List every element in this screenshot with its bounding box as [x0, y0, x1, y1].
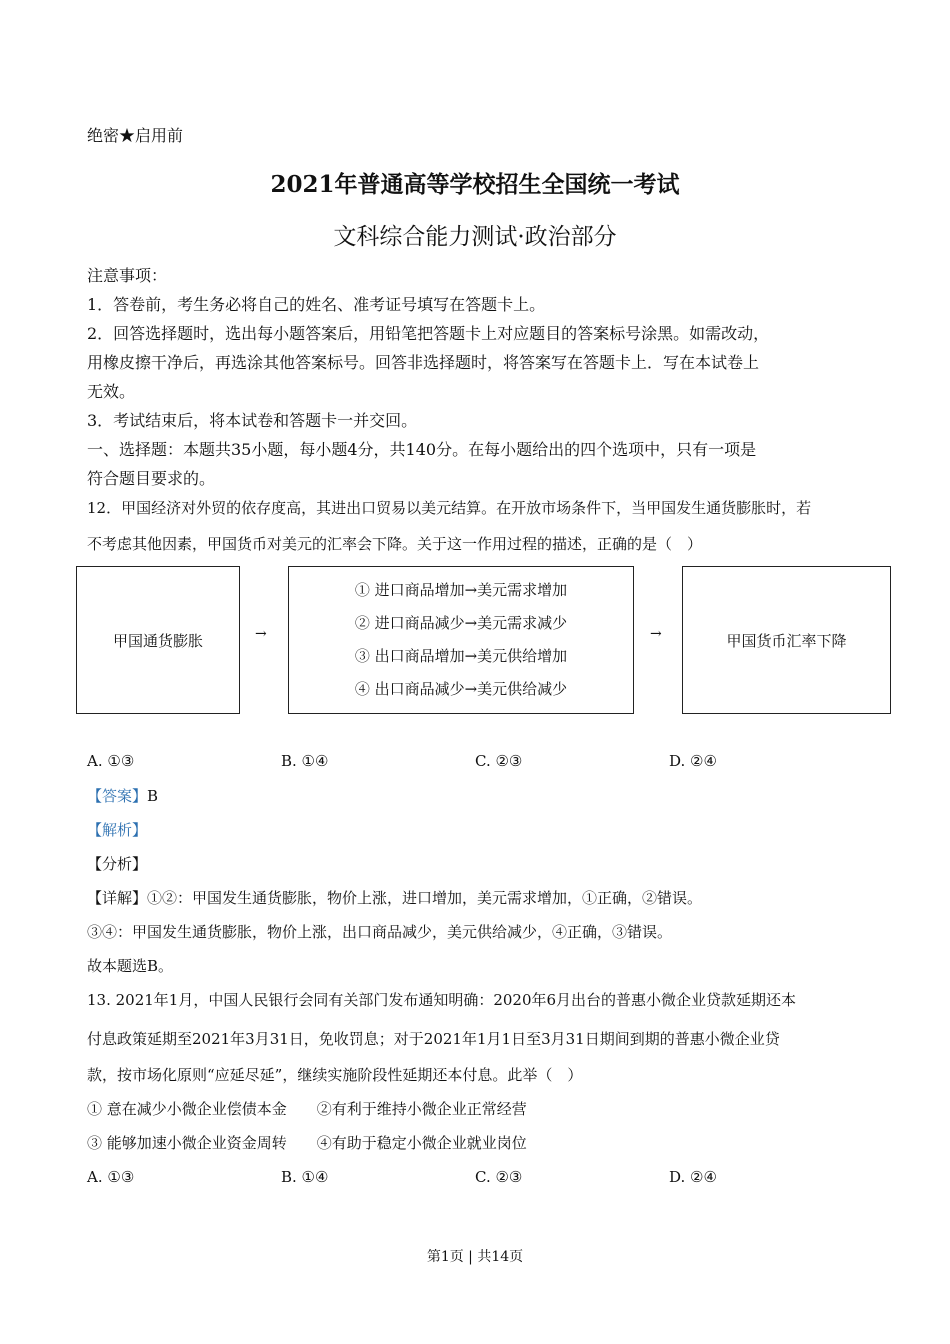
q13-stem-line-3: 款，按市场化原则“应延尽延”，继续实施阶段性延期还本付息。此举（ ） [87, 1066, 583, 1084]
diagram-arrow-1: → [255, 626, 267, 642]
detail-line-1: 【详解】①②：甲国发生通货膨胀，物价上涨，进口增加，美元需求增加，①正确，②错误。 [87, 889, 703, 907]
exam-subtitle: 文科综合能力测试·政治部分 [333, 224, 617, 250]
diagram-result-text: 甲国货币汇率下降 [726, 631, 847, 650]
diagram-process-item: ③ 出口商品增加→美元供给增加 [354, 647, 568, 665]
diagram-process-item: ② 进口商品减少→美元需求减少 [354, 614, 568, 632]
diagram-arrow-2: → [650, 626, 662, 642]
page-footer: 第1页 | 共14页 [426, 1249, 524, 1265]
q13-stem-line-2: 付息政策延期至2021年3月31日，免收罚息；对于2021年1月1日至3月31日期间到期的普惠小微企业贷 [87, 1030, 780, 1048]
q12-stem-line-1: 12．甲国经济对外贸的依存度高，其进出口贸易以美元结算。在开放市场条件下，当甲国发生通货膨胀时，若 [87, 499, 812, 517]
q12-option-c: C. ②③ [475, 752, 523, 770]
notice-item-2-line-2: 用橡皮擦干净后，再选涂其他答案标号。回答非选择题时，将答案写在答题卡上．写在本试卷上 [87, 353, 760, 372]
confidential-label: 绝密★启用前 [87, 126, 184, 145]
q12-option-a: A. ①③ [87, 752, 135, 770]
q13-option-c: C. ②③ [475, 1168, 523, 1186]
q13-option-b: B. ①④ [281, 1168, 329, 1186]
notice-item-2-line-1: 2．回答选择题时，选出每小题答案后，用铅笔把答题卡上对应题目的答案标号涂黑。如需改动， [87, 324, 770, 343]
diagram-process-item: ① 进口商品增加→美元需求增加 [354, 581, 568, 599]
notice-item-1: 1．答卷前，考生务必将自己的姓名、准考证号填写在答题卡上。 [87, 295, 546, 314]
analysis-sub-tag: 【分析】 [87, 855, 148, 873]
section-instructions-line-1: 一、选择题：本题共35小题，每小题4分，共140分。在每小题给出的四个选项中，只有一项是 [87, 440, 757, 459]
notice-item-3: 3．考试结束后，将本试卷和答题卡一并交回。 [87, 411, 418, 430]
q12-answer-line [87, 786, 158, 806]
q13-option-d: D. ②④ [669, 1168, 717, 1186]
answer-value: B [147, 787, 159, 805]
diagram-box-process [288, 566, 634, 714]
section-instructions-line-2: 符合题目要求的。 [87, 469, 216, 488]
exam-title: 2021年普通高等学校招生全国统一考试 [270, 171, 680, 198]
diagram-cause-text: 甲国通货膨胀 [112, 631, 203, 650]
detail-line-2: ③④：甲国发生通货膨胀，物价上涨，出口商品减少，美元供给减少，④正确，③错误。 [87, 923, 673, 941]
notice-item-2-line-3: 无效。 [87, 382, 136, 401]
answer-tag: 【答案】 [87, 787, 148, 805]
diagram-box-result [682, 566, 891, 714]
q12-option-b: B. ①④ [281, 752, 329, 770]
diagram-box-cause [76, 566, 240, 714]
analysis-tag: 【解析】 [87, 821, 148, 839]
q13-option-a: A. ①③ [87, 1168, 135, 1186]
notice-heading: 注意事项： [87, 266, 168, 285]
conclusion: 故本题选B。 [87, 957, 174, 975]
q13-stem-line-1: 13. 2021年1月，中国人民银行会同有关部门发布通知明确：2020年6月出台的普惠小微企业贷款延期还本 [87, 991, 797, 1009]
q12-option-d: D. ②④ [669, 752, 717, 770]
diagram-process-item: ④ 出口商品减少→美元供给减少 [354, 680, 568, 698]
q12-stem-line-2: 不考虑其他因素，甲国货币对美元的汇率会下降。关于这一作用过程的描述，正确的是（ ） [87, 535, 703, 553]
q13-choices-line-1: ① 意在减少小微企业偿债本金 ②有利于维持小微企业正常经营 [87, 1100, 527, 1118]
q13-choices-line-2: ③ 能够加速小微企业资金周转 ④有助于稳定小微企业就业岗位 [87, 1134, 527, 1152]
